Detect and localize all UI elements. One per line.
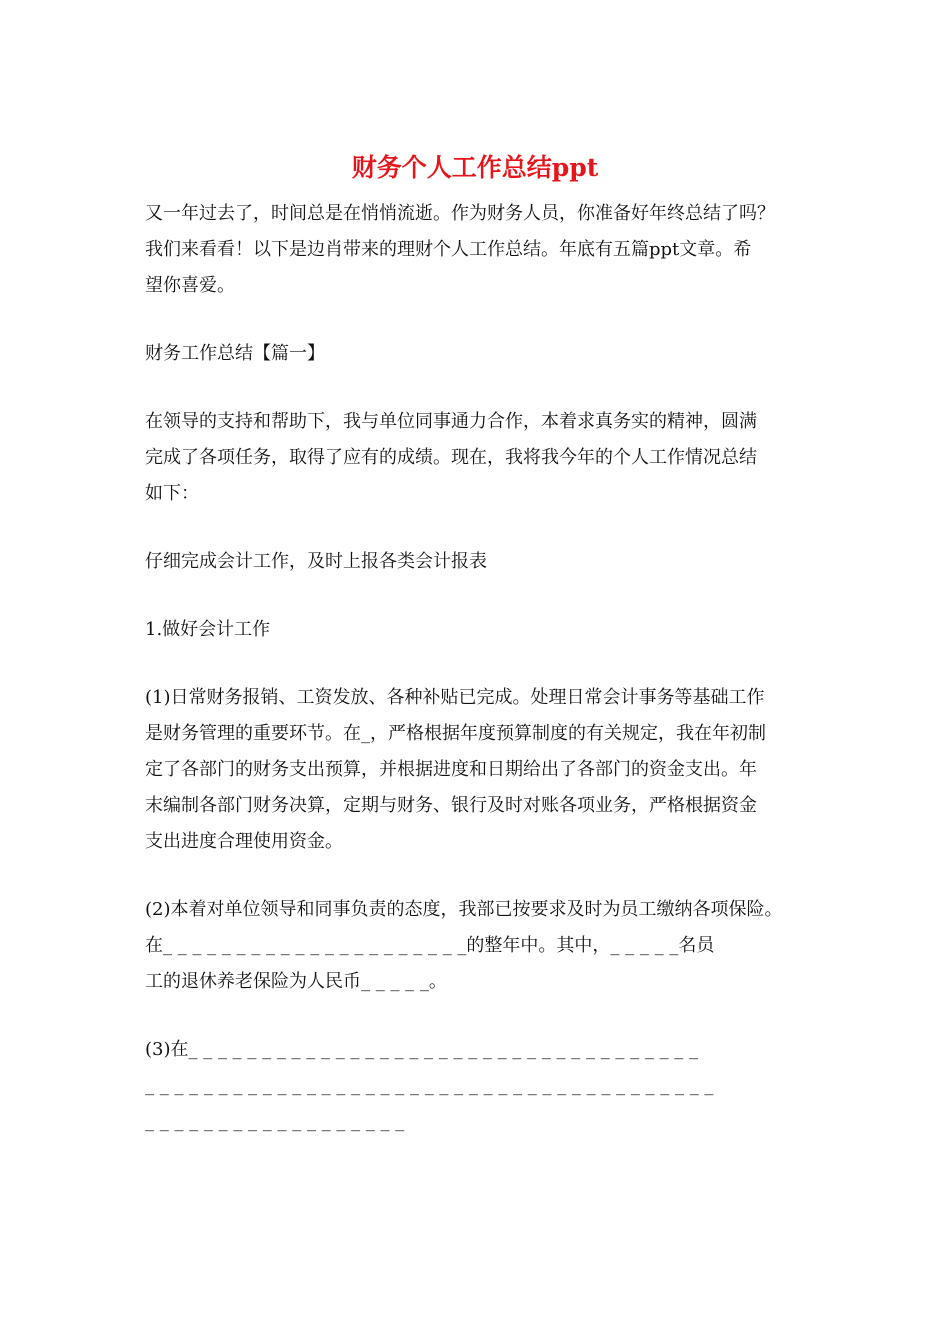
item-paragraph-2 xyxy=(145,892,810,1000)
item-paragraph-3 xyxy=(145,1032,810,1140)
text-line: 支出进度合理使用资金。 xyxy=(145,831,343,852)
opening-paragraph xyxy=(145,404,810,512)
text-line: 是财务管理的重要环节。在_，严格根据年度预算制度的有关规定，我在年初制 xyxy=(145,723,766,744)
text-line: 如下： xyxy=(145,483,199,504)
text-line: 财务工作总结【篇一】 xyxy=(145,343,325,364)
text-line: 我们来看看！以下是边肖带来的理财个人工作总结。年底有五篇ppt文章。希 xyxy=(145,239,752,260)
document-body xyxy=(145,196,810,1172)
text-line: 1.做好会计工作 xyxy=(145,619,271,640)
section-heading xyxy=(145,336,810,372)
text-line: (1)日常财务报销、工资发放、各种补贴已完成。处理日常会计事务等基础工作 xyxy=(145,687,765,708)
text-line: (3)在_ _ _ _ _ _ _ _ _ _ _ _ _ _ _ _ _ _ _ _ _ _ _ _ _ _ _ _ _ _ _ _ _ _ _ xyxy=(145,1039,699,1060)
document-title: 财务个人工作总结ppt xyxy=(351,153,599,182)
item-paragraph-1 xyxy=(145,680,810,860)
text-line: 工的退休养老保险为人民币_ _ _ _ _。 xyxy=(145,971,447,992)
subheading xyxy=(145,544,810,580)
text-line: 又一年过去了，时间总是在悄悄流逝。作为财务人员，你准备好年终总结了吗？ xyxy=(145,203,775,224)
text-line: 定了各部门的财务支出预算，并根据进度和日期给出了各部门的资金支出。年 xyxy=(145,759,757,780)
text-line: 完成了各项任务，取得了应有的成绩。现在，我将我今年的个人工作情况总结 xyxy=(145,447,757,468)
text-line: 在领导的支持和帮助下，我与单位同事通力合作，本着求真务实的精神，圆满 xyxy=(145,411,757,432)
numbered-heading xyxy=(145,612,810,648)
text-line: 望你喜爱。 xyxy=(145,275,235,296)
text-line: (2)本着对单位领导和同事负责的态度，我部已按要求及时为员工缴纳各项保险。 xyxy=(145,899,783,920)
text-line: 仔细完成会计工作，及时上报各类会计报表 xyxy=(145,551,487,572)
text-line: _ _ _ _ _ _ _ _ _ _ _ _ _ _ _ _ _ _ _ _ _ _ _ _ _ _ _ _ _ _ _ _ _ _ _ _ _ _ _ xyxy=(145,1075,714,1096)
text-line: _ _ _ _ _ _ _ _ _ _ _ _ _ _ _ _ _ _ xyxy=(145,1111,405,1132)
text-line: 末编制各部门财务决算，定期与财务、银行及时对账各项业务，严格根据资金 xyxy=(145,795,757,816)
text-line: 在_ _ _ _ _ _ _ _ _ _ _ _ _ _ _ _ _ _ _ _ _的整年中。其中，_ _ _ _ _名员 xyxy=(145,935,715,956)
intro-paragraph xyxy=(145,196,810,304)
